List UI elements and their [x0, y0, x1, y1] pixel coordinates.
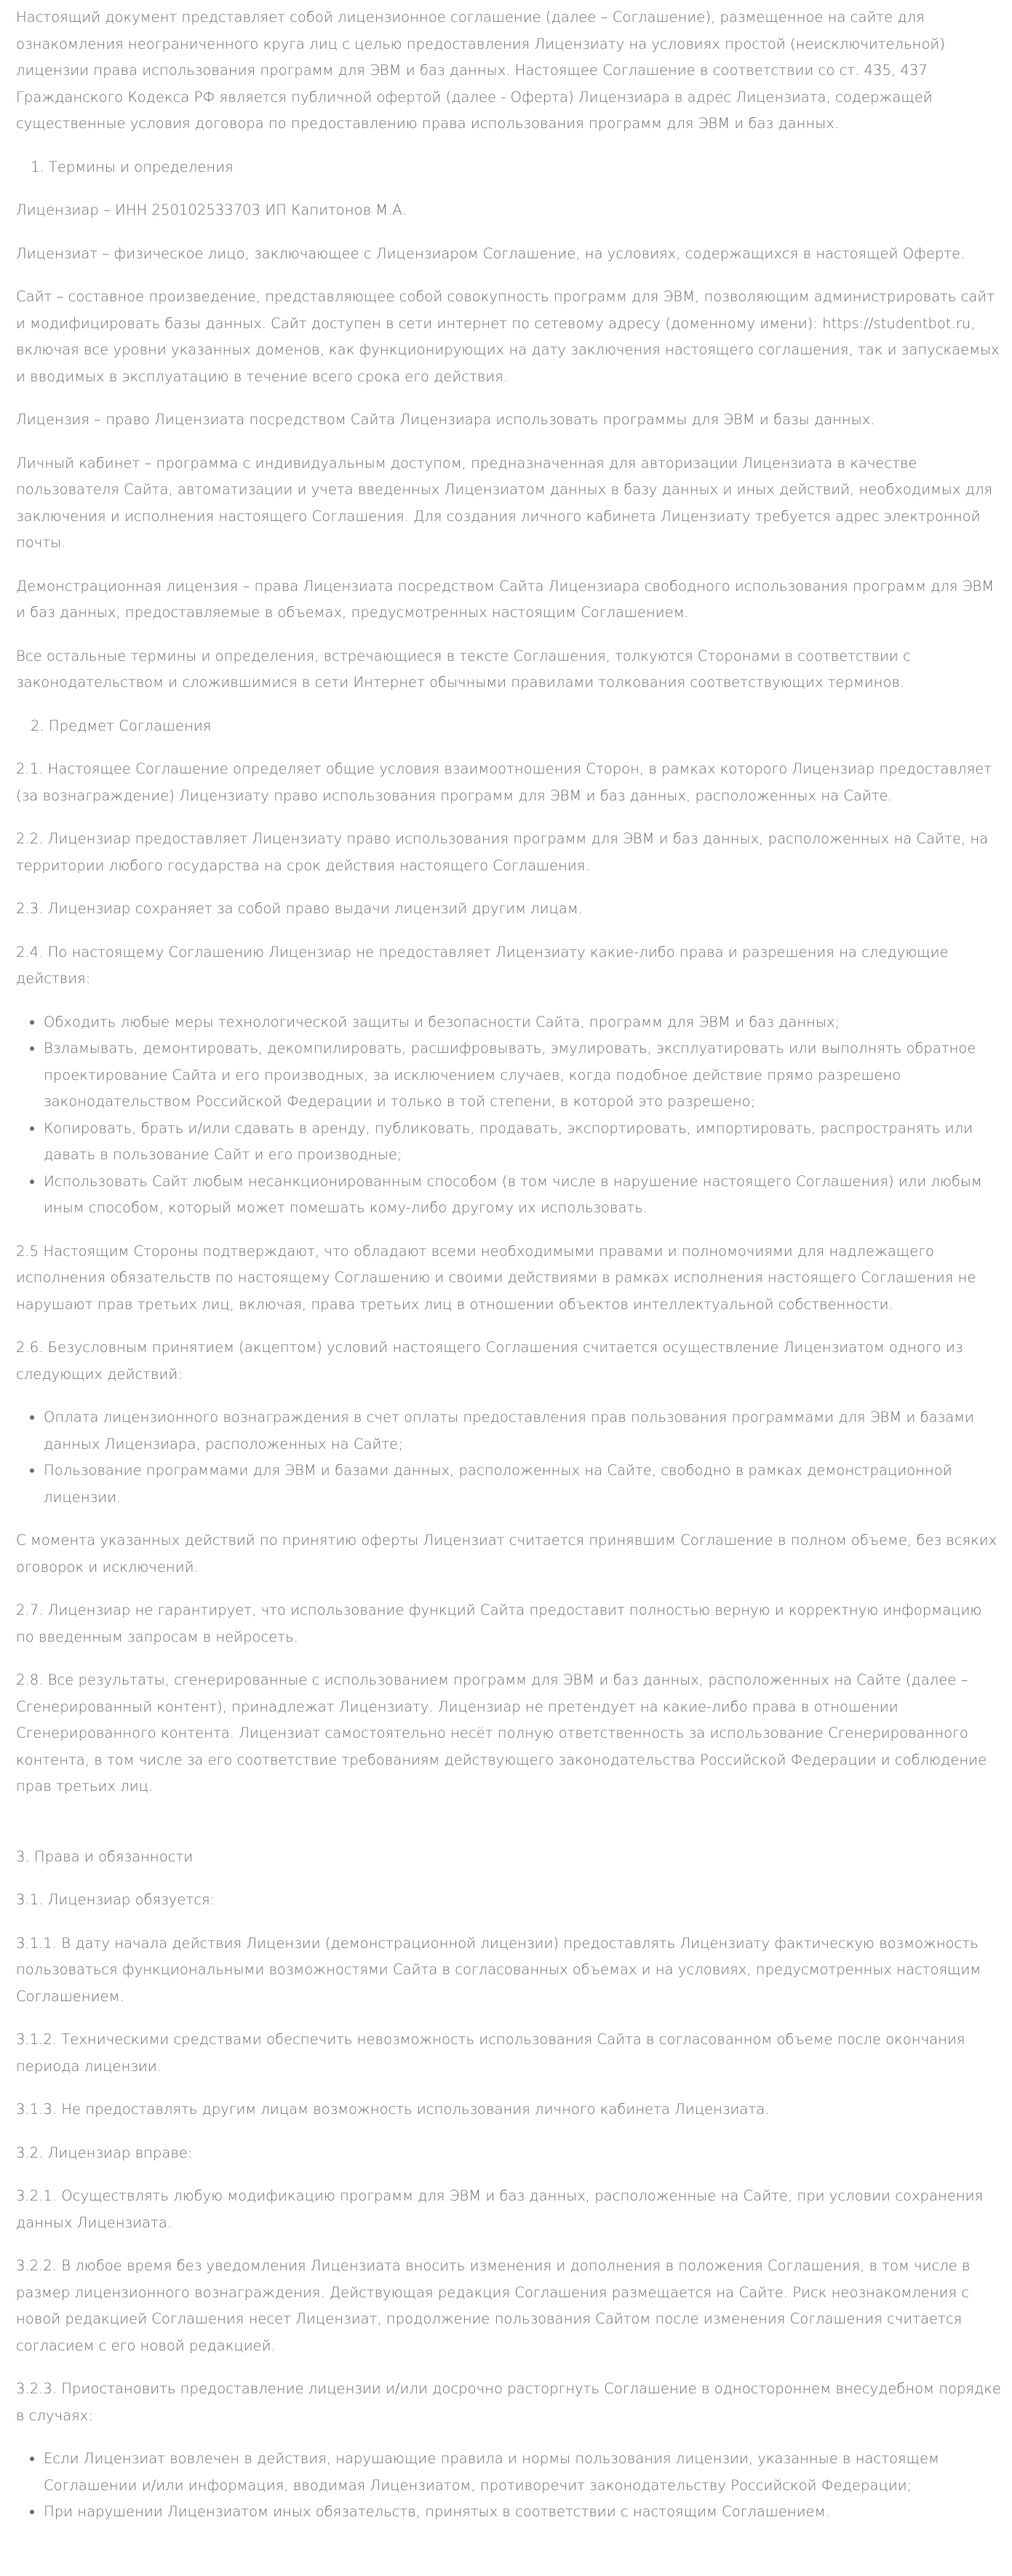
section-heading: 1. Термины и определения	[31, 158, 234, 175]
paragraph: 3.2.1. Осуществлять любую модификацию программ для ЭВМ и баз данных, расположенные на Сайте, при условии сохранения данных Лицензиата.	[16, 2187, 984, 2231]
bullet-list	[16, 1009, 1003, 1222]
paragraph: 2.2. Лицензиар предоставляет Лицензиату право использования программ для ЭВМ и баз данных, расположенных на Сайте, на территории любого государства на срок действия настоящего Соглашения.	[16, 830, 989, 874]
paragraph: 2.5 Настоящим Стороны подтверждают, что обладают всеми необходимыми правами и полномочиями для надлежащего исполнения обязательств по настоящему Соглашению и своими действиями в рамках исполнения настоящего Соглашения не нарушают прав третьих лиц, включая, права третьих лиц в отношении объектов интеллектуальной собственности.	[16, 1242, 976, 1313]
list-item: • Взламывать, демонтировать, декомпилировать, расшифровывать, эмулировать, эксплуатировать или выполнять обратное проектирование Сайта и его производных, за исключением случаев, когда подобное действие прямо разрешено законодательством Российской Федерации и только в той степени, в которой это разрешено;	[44, 1035, 1003, 1116]
bullet-list	[16, 2446, 1003, 2526]
paragraph: Демонстрационная лицензия – права Лицензиата посредством Сайта Лицензиара свободного использования программ для ЭВМ и баз данных, предоставляемые в объемах, предусмотренных настоящим Соглашением.	[16, 577, 995, 621]
list-item: • Копировать, брать и/или сдавать в аренду, публиковать, продавать, экспортировать, импортировать, распространять или давать в пользование Сайт и его производные;	[44, 1116, 1003, 1169]
paragraph: Лицензия – право Лицензиата посредством Сайта Лицензиара использовать программы для ЭВМ и базы данных.	[16, 411, 875, 428]
paragraph: 3.1.1. В дату начала действия Лицензии (демонстрационной лицензии) предоставлять Лицензиату фактическую возможность пользоваться функциональными возможностями Сайта в согласованных объемах и на условиях, предусмотренных настоящим Соглашением.	[16, 1934, 981, 2005]
paragraph: 3.1.3. Не предоставлять другим лицам возможность использования личного кабинета Лицензиата.	[16, 2101, 770, 2118]
paragraph: С момента указанных действий по принятию оферты Лицензиат считается принявшим Соглашение в полном объеме, без всяких оговорок и исключений.	[16, 1532, 997, 1575]
paragraph: Личный кабинет – программа с индивидуальным доступом, предназначенная для авторизации Лицензиата в качестве пользователя Сайта, автоматизации и учета введенных Лицензиатом данных в базу данных и иных действий, необходимых для заключения и исполнения настоящего Соглашения. Для создания личного кабинета Лицензиату требуется адрес электронной почты.	[16, 454, 993, 551]
paragraph: 3.2.3. Приостановить предоставление лицензии и/или досрочно расторгнуть Соглашение в одностороннем внесудебном порядке в случаях:	[16, 2380, 1001, 2424]
list-item: • Если Лицензиат вовлечен в действия, нарушающие правила и нормы пользования лицензии, указанные в настоящем Соглашении и/или информация, вводимая Лицензиатом, противоречит законодательству Российской Федерации;	[44, 2446, 1003, 2499]
paragraph: 2.7. Лицензиар не гарантирует, что использование функций Сайта предоставит полностью верную и корректную информацию по введенным запросам в нейросеть.	[16, 1602, 982, 1645]
paragraph: 3.1. Лицензиар обязуется:	[16, 1891, 215, 1908]
bullet-list	[16, 1404, 1003, 1511]
list-item: • Обходить любые меры технологической защиты и безопасности Сайта, программ для ЭВМ и баз данных;	[44, 1009, 1003, 1036]
paragraph: Настоящий документ представляет собой лицензионное соглашение (далее – Соглашение), размещенное на сайте для ознакомления неограниченного круга лиц с целью предоставления Лицензиату на условиях простой (неисключительной) лицензии права использования программ для ЭВМ и баз данных. Настоящее Соглашение в соответствии со ст. 435, 437 Гражданского Кодекса РФ является публичной офертой (далее - Оферта) Лицензиара в адрес Лицензиата, содержащей существенные условия договора по предоставлению права использования программ для ЭВМ и баз данных.	[16, 9, 945, 132]
paragraph: 2.1. Настоящее Соглашение определяет общие условия взаимоотношения Сторон, в рамках которого Лицензиар предоставляет (за вознаграждение) Лицензиату право использования программ для ЭВМ и баз данных, расположенных на Сайте.	[16, 760, 992, 804]
paragraph: 3.1.2. Техническими средствами обеспечить невозможность использования Сайта в согласованном объеме после окончания периода лицензии.	[16, 2031, 965, 2075]
paragraph: 3.2.2. В любое время без уведомления Лицензиата вносить изменения и дополнения в положения Соглашения, в том числе в размер лицензионного вознаграждения. Действующая редакция Соглашения размещается на Сайте. Риск неознакомления с новой редакцией Соглашения несет Лицензиат, продолжение пользования Сайтом после изменения Соглашения считается согласием с его новой редакцией.	[16, 2257, 971, 2354]
paragraph: 2.6. Безусловным принятием (акцептом) условий настоящего Соглашения считается осуществление Лицензиатом одного из следующих действий:	[16, 1339, 963, 1383]
paragraph: 3. Права и обязанности	[16, 1848, 194, 1865]
paragraph: 2.3. Лицензиар сохраняет за собой право выдачи лицензий другим лицам.	[16, 900, 583, 917]
list-item: • При нарушении Лицензиатом иных обязательств, принятых в соответствии с настоящим Соглашением.	[44, 2499, 1003, 2526]
paragraph: Лицензиар – ИНН 250102533703 ИП Капитонов М.А.	[16, 202, 407, 218]
list-item: • Оплата лицензионного вознаграждения в счет оплаты предоставления прав пользования программами для ЭВМ и базами данных Лицензиара, расположенных на Сайте;	[44, 1404, 1003, 1458]
list-item: • Использовать Сайт любым несанкционированным способом (в том числе в нарушение настоящего Соглашения) или любым иным способом, который может помешать кому-либо другому их использовать.	[44, 1169, 1003, 1222]
paragraph: Сайт – составное произведение, представляющее собой совокупность программ для ЭВМ, позволяющим администрировать сайт и модифицировать базы данных. Сайт доступен в сети интернет по сетевому адресу (доменному имени): https://studentbot.ru, включая все уровни указанных доменов, как функционирующих на дату заключения настоящего соглашения, так и запускаемых и вводимых в эксплуатацию в течение всего срока его действия.	[16, 288, 1000, 385]
section-heading: 2. Предмет Соглашения	[31, 717, 212, 734]
paragraph: 3.2. Лицензиар вправе:	[16, 2144, 193, 2161]
list-item: • Пользование программами для ЭВМ и базами данных, расположенных на Сайте, свободно в рамках демонстрационной лицензии.	[44, 1458, 1003, 1511]
paragraph: 2.8. Все результаты, сгенерированные с использованием программ для ЭВМ и баз данных, расположенных на Сайте (далее – Сгенерированный контент), принадлежат Лицензиату. Лицензиар не претендует на какие-либо права в отношении Сгенерированного контента. Лицензиат самостоятельно несёт полную ответственность за использование Сгенерированного контента, в том числе за его соответствие требованиям действующего законодательства Российской Федерации и соблюдение прав третьих лиц.	[16, 1671, 987, 1794]
paragraph: Лицензиат – физическое лицо, заключающее с Лицензиаром Соглашение, на условиях, содержащихся в настоящей Оферте.	[16, 245, 965, 262]
paragraph: Все остальные термины и определения, встречающиеся в тексте Соглашения, толкуются Сторонами в соответствии с законодательством и сложившимися в сети Интернет обычными правилами толкования соответствующих терминов.	[16, 647, 911, 691]
paragraph: 2.4. По настоящему Соглашению Лицензиар не предоставляет Лицензиату какие-либо права и разрешения на следующие действия:	[16, 943, 949, 987]
